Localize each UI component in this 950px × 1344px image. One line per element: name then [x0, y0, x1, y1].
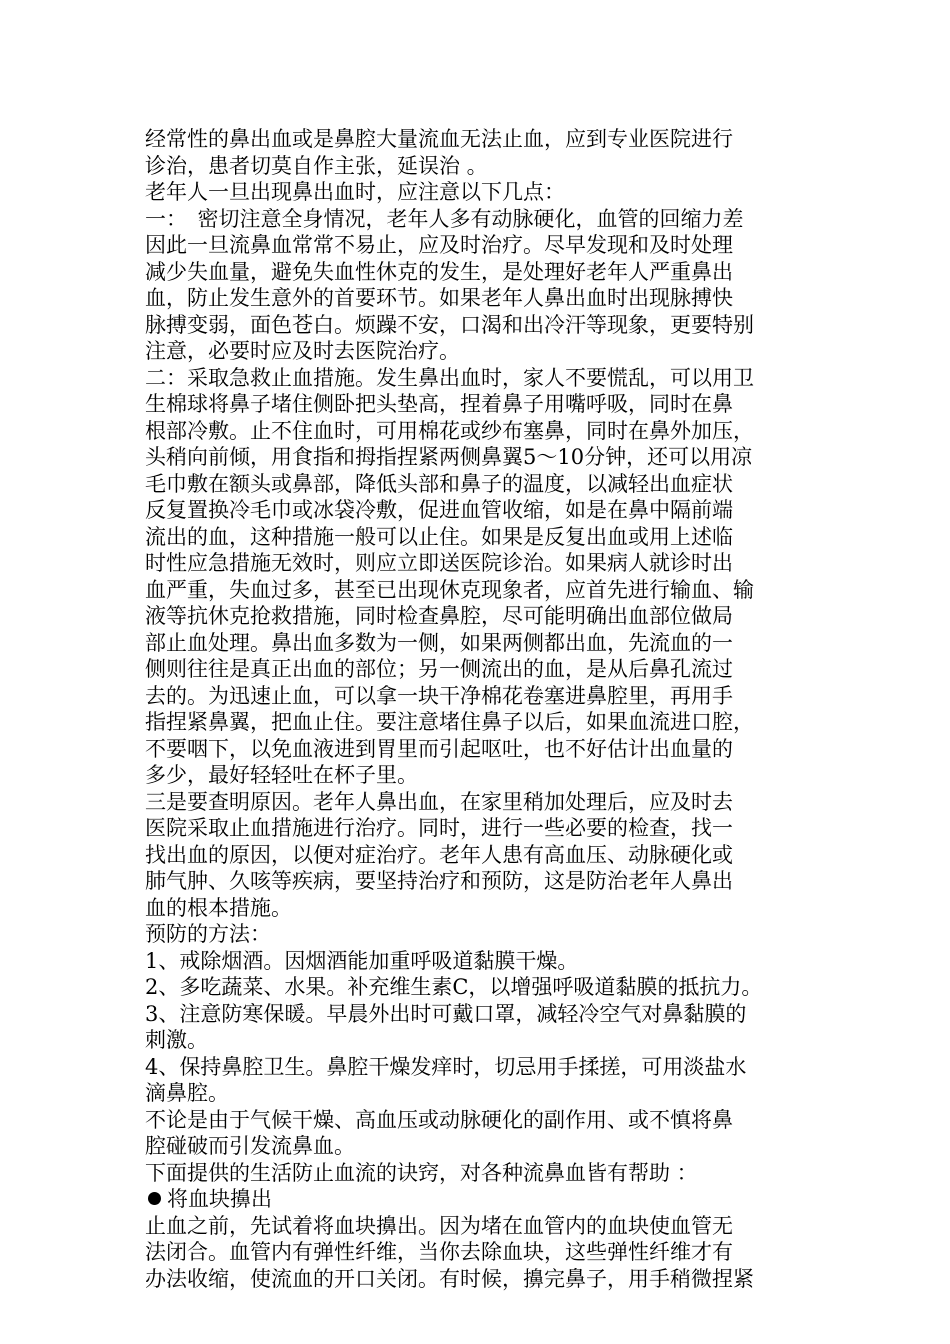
text-line: 指捏紧鼻翼，把血止住。要注意堵住鼻子以后，如果血流进口腔， — [145, 710, 754, 734]
text-line: 多少，最好轻轻吐在杯子里。 — [145, 763, 418, 787]
text-line: 生棉球将鼻子堵住侧卧把头垫高，捏着鼻子用嘴呼吸，同时在鼻 — [145, 392, 733, 416]
text-line: 流出的血，这种措施一般可以止住。如果是反复出血或用上述临 — [145, 524, 733, 549]
text-line: 办法收缩，使流血的开口关闭。有时候，擤完鼻子，用手稍微捏紧 — [145, 1266, 754, 1291]
text-line: 不论是由于气候干燥、高血压或动脉硬化的副作用、或不慎将鼻 — [145, 1107, 733, 1132]
text-line: 法闭合。血管内有弹性纤维，当你去除血块，这些弹性纤维才有 — [145, 1240, 733, 1264]
text-line: 医院采取止血措施进行治疗。同时，进行一些必要的检查，找一 — [145, 816, 733, 840]
text-line: 血，防止发生意外的首要环节。如果老年人鼻出血时出现脉搏快 — [145, 286, 733, 310]
text-line: 3、注意防寒保暖。早晨外出时可戴口罩，减轻冷空气对鼻黏膜的 — [145, 1001, 747, 1026]
text-line: 下面提供的生活防止血流的诀窍，对各种流鼻血皆有帮助 ： — [145, 1160, 698, 1185]
text-line: 预防的方法： — [145, 922, 271, 946]
text-line: 液等抗休克抢救措施，同时检查鼻腔，尽可能明确出血部位做局 — [145, 604, 733, 628]
bullet-dot-icon — [148, 1192, 161, 1205]
text-line: 老年人一旦出现鼻出血时，应注意以下几点： — [145, 180, 565, 204]
text-line: 4、保持鼻腔卫生。鼻腔干燥发痒时，切忌用手揉搓，可用淡盐水 — [145, 1054, 747, 1079]
text-line: 找出血的原因，以便对症治疗。老年人患有高血压、动脉硬化或 — [145, 842, 733, 867]
text-line: 2、多吃蔬菜、水果。补充维生素C，以增强呼吸道黏膜的抵抗力。 — [145, 975, 763, 999]
text-line: 注意，必要时应及时去医院治疗。 — [145, 339, 460, 363]
text-line: 毛巾敷在额头或鼻部，降低头部和鼻子的温度，以减轻出血症状 — [145, 471, 733, 496]
text-line: 止血之前，先试着将血块擤出。因为堵在血管内的血块使血管无 — [145, 1213, 733, 1238]
bullet-heading-text: 将血块擤出 — [167, 1187, 272, 1211]
text-line: 经常性的鼻出血或是鼻腔大量流血无法止血，应到专业医院进行 — [145, 127, 733, 151]
text-line: 侧则往往是真正出血的部位；另一侧流出的血，是从后鼻孔流过 — [145, 657, 733, 681]
text-line: 诊治，患者切莫自作主张，延误治 。 — [145, 153, 488, 178]
text-line: 因此一旦流鼻血常常不易止，应及时治疗。尽早发现和及时处理 — [145, 233, 733, 257]
text-line: 二：采取急救止血措施。发生鼻出血时，家人不要慌乱，可以用卫 — [145, 365, 754, 390]
text-line: 部止血处理。鼻出血多数为一侧，如果两侧都出血，先流血的一 — [145, 630, 733, 655]
text-line: 脉搏变弱，面色苍白。烦躁不安，口渴和出冷汗等现象，更要特别 — [145, 312, 754, 337]
text-line: 头稍向前倾，用食指和拇指捏紧两侧鼻翼5～10分钟，还可以用凉 — [145, 445, 753, 469]
text-line: 刺激。 — [145, 1028, 208, 1052]
text-line: 反复置换冷毛巾或冰袋冷敷，促进血管收缩，如是在鼻中隔前端 — [145, 498, 733, 522]
text-line: 减少失血量，避免失血性休克的发生，是处理好老年人严重鼻出 — [145, 259, 733, 284]
text-line: 一： 密切注意全身情况，老年人多有动脉硬化，血管的回缩力差 — [145, 206, 744, 231]
text-line: 去的。为迅速止血，可以拿一块干净棉花卷塞进鼻腔里，再用手 — [145, 683, 733, 708]
text-line: 血严重，失血过多，甚至已出现休克现象者，应首先进行输血、输 — [145, 577, 754, 602]
text-line: 滴鼻腔。 — [145, 1081, 229, 1105]
text-line: 腔碰破而引发流鼻血。 — [145, 1134, 355, 1158]
text-line: 血的根本措施。 — [145, 895, 292, 920]
document-body — [145, 126, 815, 1292]
text-line: 根部冷敷。止不住血时，可用棉花或纱布塞鼻，同时在鼻外加压， — [145, 418, 754, 443]
text-line: 时性应急措施无效时，则应立即送医院诊治。如果病人就诊时出 — [145, 551, 733, 575]
text-line: 1、戒除烟酒。因烟酒能加重呼吸道黏膜干燥。 — [145, 948, 579, 973]
text-line: 肺气肿、久咳等疾病，要坚持治疗和预防，这是防治老年人鼻出 — [145, 869, 733, 893]
text-line: 不要咽下，以免血液进到胃里而引起呕吐，也不好估计出血量的 — [145, 736, 733, 761]
text-line: 三是要查明原因。老年人鼻出血，在家里稍加处理后，应及时去 — [145, 789, 733, 814]
bullet-heading — [145, 1186, 815, 1213]
